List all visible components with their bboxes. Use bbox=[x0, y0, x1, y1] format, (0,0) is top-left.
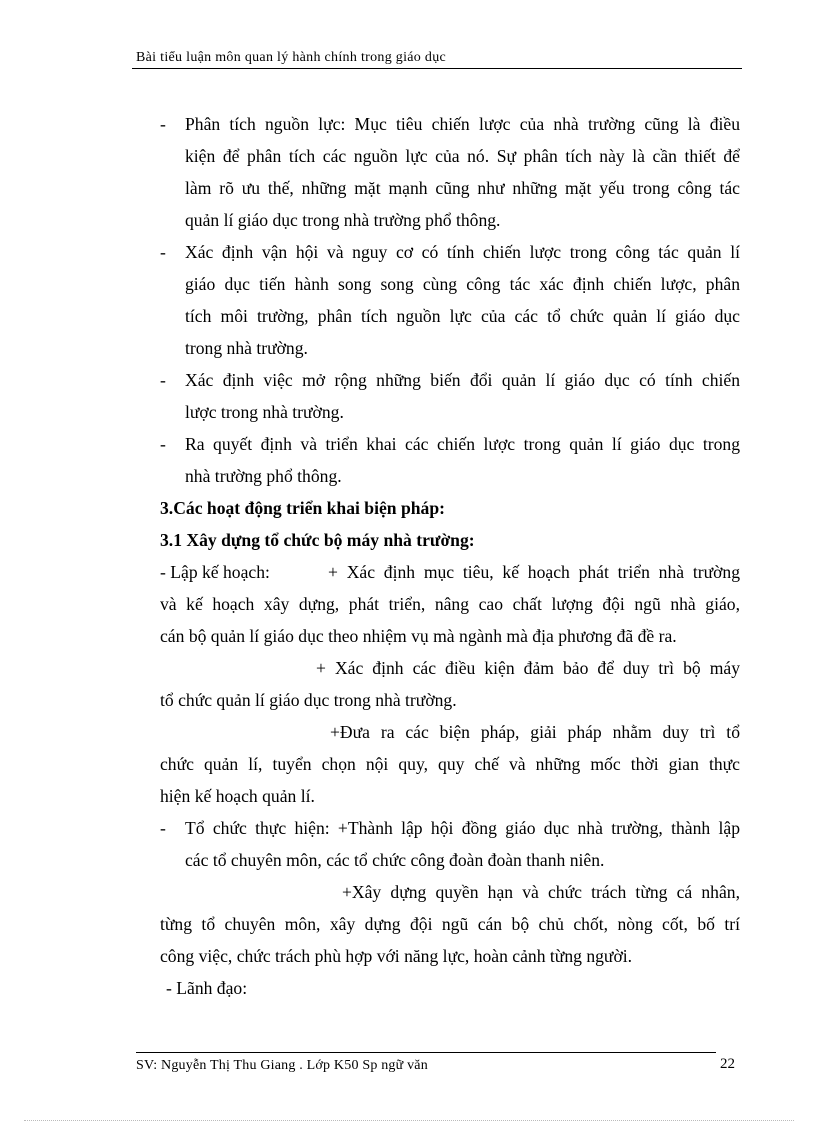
paragraph-line: + Xác định các điều kiện đảm bảo để duy trì bộ máy bbox=[316, 658, 740, 678]
paragraph-line: Tổ chức thực hiện: +Thành lập hội đồng giáo dục nhà trường, thành lập bbox=[185, 818, 740, 838]
paragraph-line: +Xây dựng quyền hạn và chức trách từng cá nhân, bbox=[342, 882, 740, 902]
paragraph-line: từng tổ chuyên môn, xây dựng đội ngũ cán bộ chủ chốt, nòng cốt, bố trí bbox=[160, 914, 740, 934]
paragraph-line: lược trong nhà trường. bbox=[185, 402, 344, 422]
leadership-label: - Lãnh đạo: bbox=[166, 978, 248, 998]
paragraph-line: quản lí giáo dục trong nhà trường phổ thông. bbox=[185, 210, 501, 230]
bullet-dash: - bbox=[160, 818, 166, 838]
paragraph-line: làm rõ ưu thế, những mặt mạnh cũng như những mặt yếu trong công tác bbox=[185, 178, 740, 198]
paragraph-line: giáo dục tiến hành song song cùng công tác xác định chiến lược, phân bbox=[185, 274, 740, 294]
header-divider bbox=[132, 68, 742, 69]
paragraph-line: Ra quyết định và triển khai các chiến lược trong quản lí giáo dục trong bbox=[185, 434, 740, 454]
section-heading: 3.Các hoạt động triển khai biện pháp: bbox=[160, 498, 445, 518]
page-edge-divider bbox=[24, 1120, 794, 1121]
paragraph-line: tổ chức quản lí giáo dục trong nhà trường. bbox=[160, 690, 457, 710]
paragraph-line: hiện kế hoạch quản lí. bbox=[160, 786, 315, 806]
page-footer: SV: Nguyễn Thị Thu Giang . Lớp K50 Sp ngữ văn bbox=[136, 1058, 428, 1073]
footer-divider bbox=[136, 1052, 716, 1053]
paragraph-line: Phân tích nguồn lực: Mục tiêu chiến lược của nhà trường cũng là điều bbox=[185, 114, 740, 134]
paragraph-line: trong nhà trường. bbox=[185, 338, 308, 358]
paragraph-line: kiện để phân tích các nguồn lực của nó. Sự phân tích này là cần thiết để bbox=[185, 146, 740, 166]
paragraph-line: Xác định việc mở rộng những biến đổi quản lí giáo dục có tính chiến bbox=[185, 370, 740, 390]
paragraph-line: các tổ chuyên môn, các tổ chức công đoàn đoàn thanh niên. bbox=[185, 850, 605, 870]
page-number: 22 bbox=[720, 1056, 735, 1072]
subsection-heading: 3.1 Xây dựng tổ chức bộ máy nhà trường: bbox=[160, 530, 475, 550]
paragraph-line: và kế hoạch xây dựng, phát triển, nâng cao chất lượng đội ngũ nhà giáo, bbox=[160, 594, 740, 614]
paragraph-line: cán bộ quản lí giáo dục theo nhiệm vụ mà ngành mà địa phương đã đề ra. bbox=[160, 626, 677, 646]
paragraph-line: +Đưa ra các biện pháp, giải pháp nhằm duy trì tổ bbox=[330, 722, 740, 742]
bullet-dash: - bbox=[160, 434, 166, 454]
paragraph-line: chức quản lí, tuyển chọn nội quy, quy chế và những mốc thời gian thực bbox=[160, 754, 740, 774]
paragraph-line: Xác định vận hội và nguy cơ có tính chiến lược trong công tác quản lí bbox=[185, 242, 740, 262]
paragraph-line: tích môi trường, phân tích nguồn lực của các tổ chức quản lí giáo dục bbox=[185, 306, 740, 326]
bullet-dash: - bbox=[160, 242, 166, 262]
bullet-dash: - bbox=[160, 114, 166, 134]
page-header: Bài tiểu luận môn quan lý hành chính trong giáo dục bbox=[136, 50, 447, 65]
paragraph-line: + Xác định mục tiêu, kế hoạch phát triển nhà trường bbox=[328, 562, 740, 582]
paragraph-line: nhà trường phổ thông. bbox=[185, 466, 342, 486]
plan-label: - Lập kế hoạch: bbox=[160, 562, 270, 582]
paragraph-line: công việc, chức trách phù hợp với năng lực, hoàn cảnh từng người. bbox=[160, 946, 633, 966]
bullet-dash: - bbox=[160, 370, 166, 390]
